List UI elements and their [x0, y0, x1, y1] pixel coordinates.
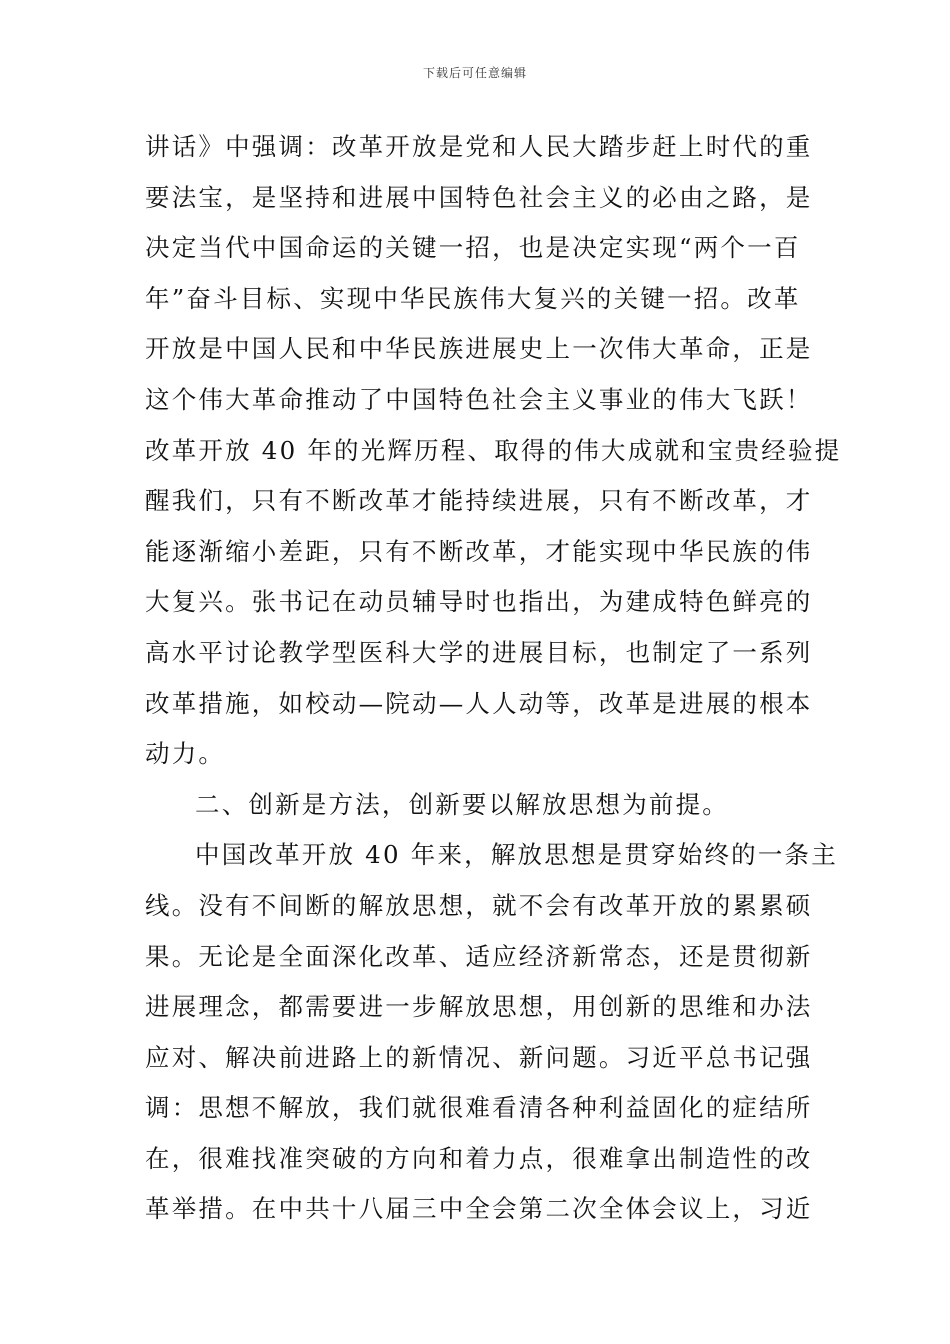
text-line: 大复兴。张书记在动员辅导时也指出，为建成特色鲜亮的	[145, 587, 813, 617]
text-line: 决定当代中国命运的关键一招，也是决定实现“两个一百	[145, 233, 801, 263]
text-line: 能逐渐缩小差距，只有不断改革，才能实现中华民族的伟	[145, 536, 813, 566]
text-line: 开放是中国人民和中华民族进展史上一次伟大革命，正是	[145, 334, 813, 364]
document-body	[145, 122, 842, 1235]
text-line: 改革措施，如校动—院动—人人动等，改革是进展的根本	[145, 688, 813, 718]
text-line: 革举措。在中共十八届三中全会第二次全体会议上，习近	[145, 1194, 813, 1224]
text-line: 二、创新是方法，创新要以解放思想为前提。	[195, 789, 729, 819]
text-line: 年”奋斗目标、实现中华民族伟大复兴的关键一招。改革	[145, 283, 801, 313]
text-line: 线。没有不间断的解放思想，就不会有改革开放的累累硕	[145, 890, 813, 920]
text-line: 进展理念，都需要进一步解放思想，用创新的思维和办法	[145, 992, 813, 1022]
text-line: 应对、解决前进路上的新情况、新问题。习近平总书记强	[145, 1042, 813, 1072]
text-line: 要法宝，是坚持和进展中国特色社会主义的必由之路，是	[145, 182, 813, 212]
text-line: 中国改革开放 40 年来，解放思想是贯穿始终的一条主	[195, 840, 838, 870]
text-line: 讲话》中强调：改革开放是党和人民大踏步赶上时代的重	[145, 132, 813, 161]
text-line: 在，很难找准突破的方向和着力点，很难拿出制造性的改	[145, 1143, 813, 1173]
text-line: 这个伟大革命推动了中国特色社会主义事业的伟大飞跃！	[145, 384, 813, 414]
text-line: 动力。	[145, 739, 226, 769]
text-line: 调：思想不解放，我们就很难看清各种利益固化的症结所	[145, 1093, 813, 1123]
page-header: 下载后可任意编辑	[422, 66, 527, 80]
text-line: 果。无论是全面深化改革、适应经济新常态，还是贯彻新	[145, 941, 813, 971]
text-line: 改革开放 40 年的光辉历程、取得的伟大成就和宝贵经验提	[145, 435, 842, 465]
text-line: 醒我们，只有不断改革才能持续进展，只有不断改革，才	[145, 486, 813, 516]
text-line: 高水平讨论教学型医科大学的进展目标，也制定了一系列	[145, 637, 813, 667]
